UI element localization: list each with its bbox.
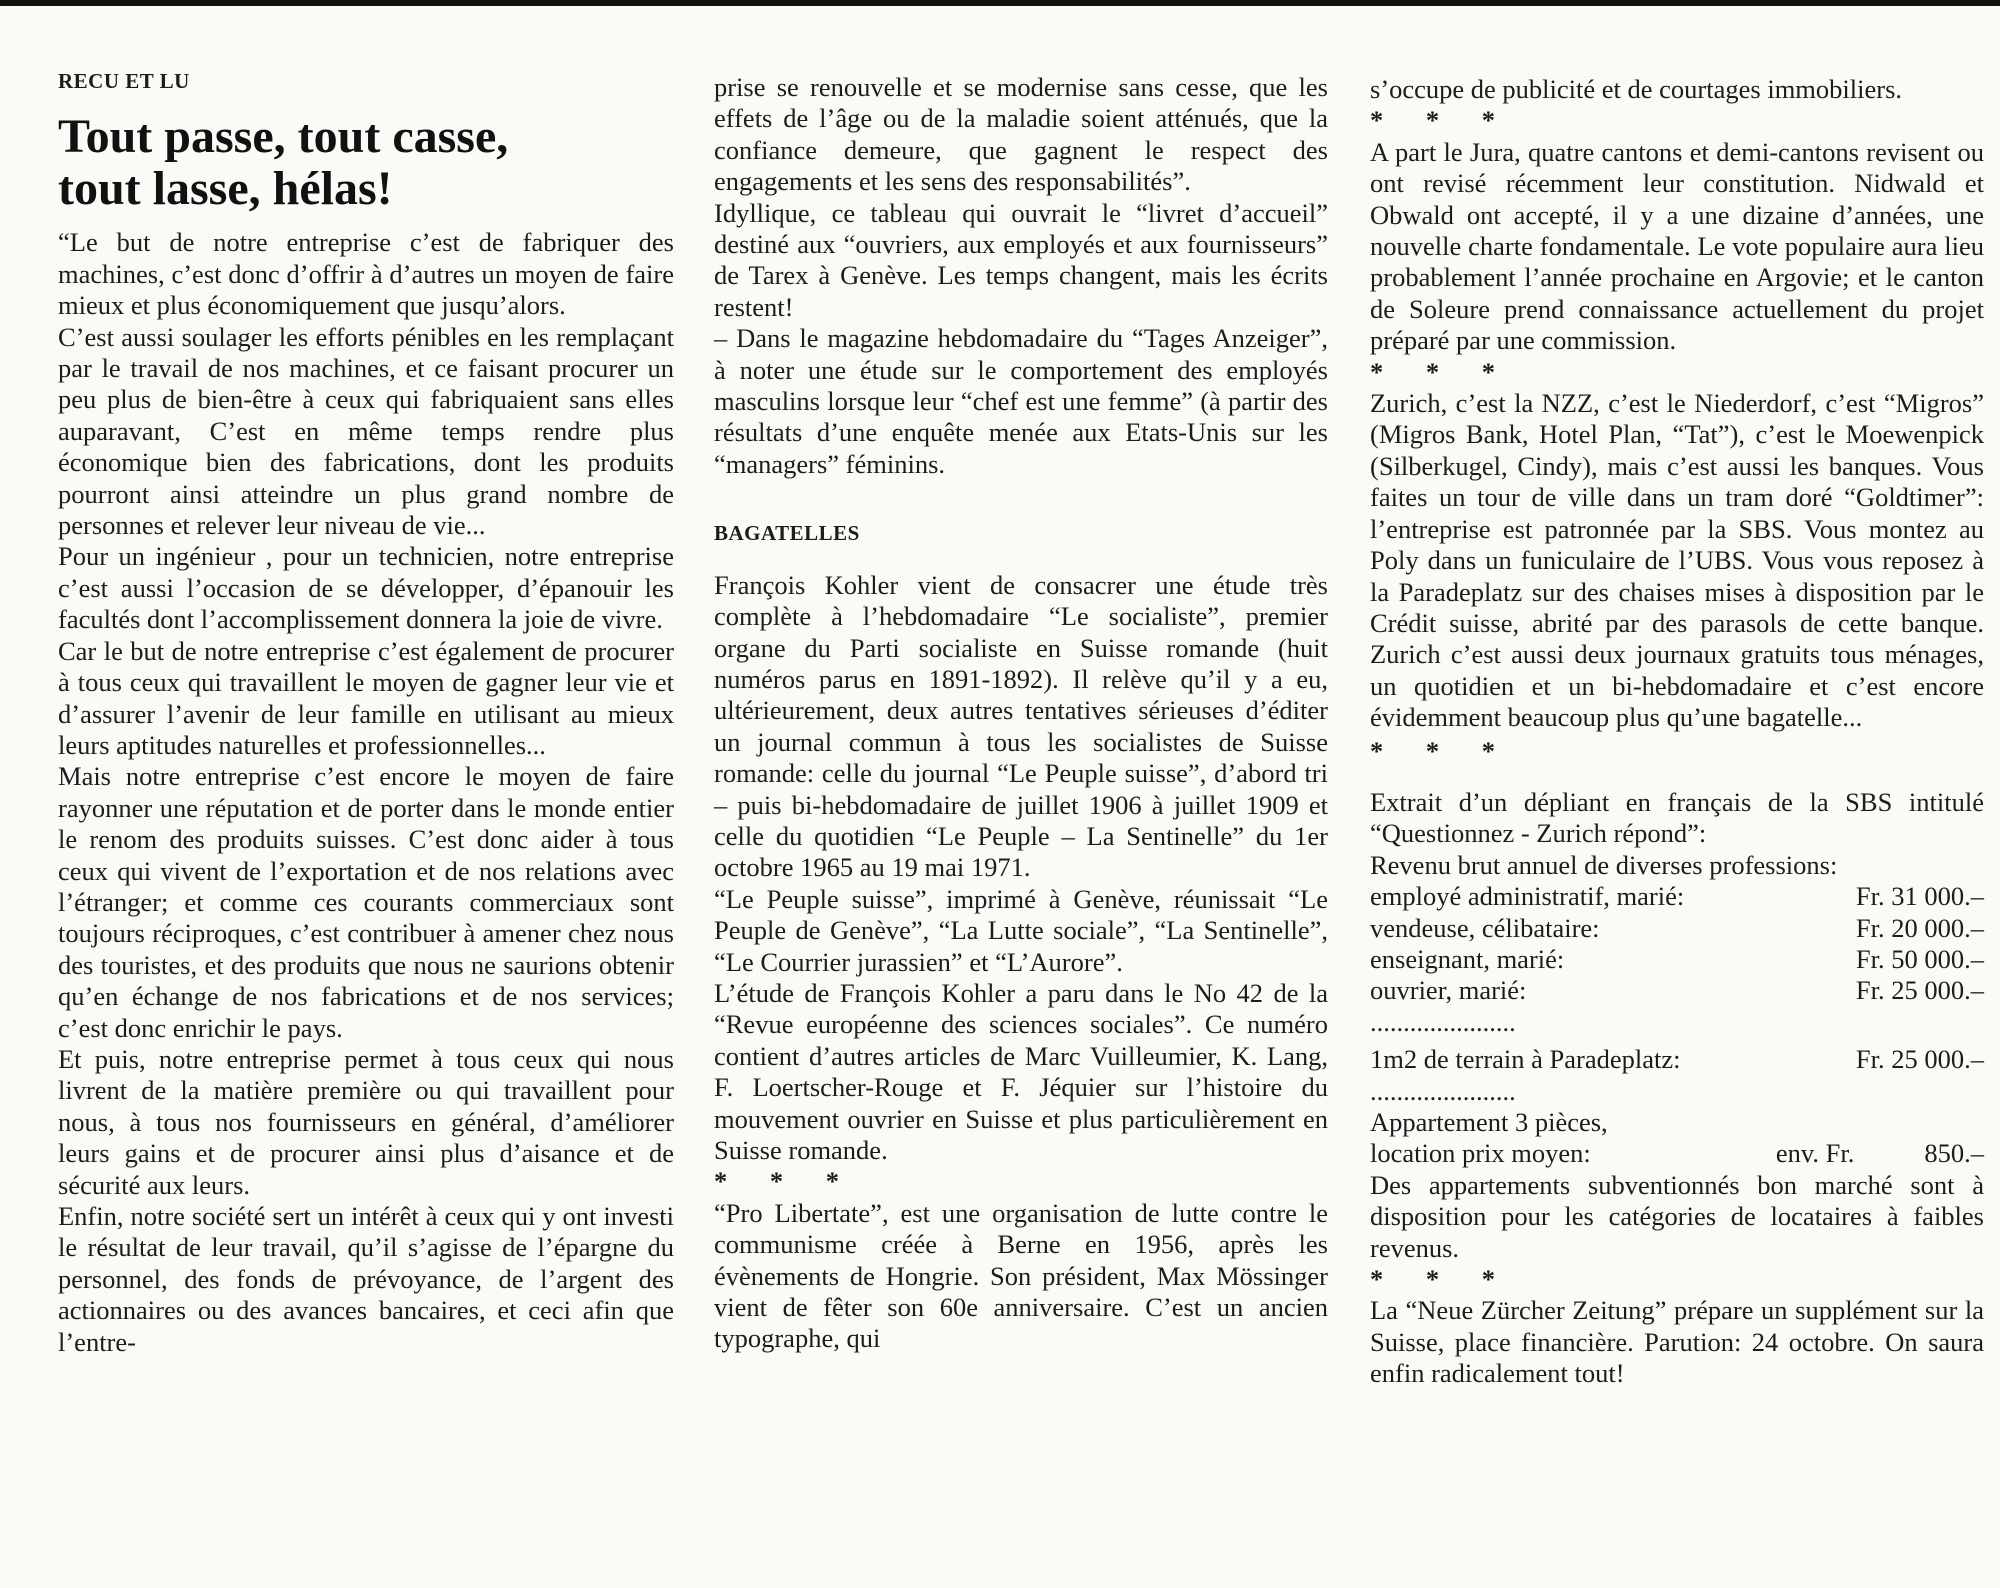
dotted-separator: ...................... xyxy=(1370,1075,1516,1106)
paragraph: “Le but de notre entreprise c’est de fabriquer des machines, c’est donc d’offrir à d’autres un moyen de faire mieux et plus économiquement que jusqu’alors. xyxy=(58,227,674,321)
salary-label: ouvrier, marié: xyxy=(1370,975,1527,1006)
paragraph: François Kohler vient de consacrer une étude très complète à l’hebdomadaire “Le socialiste”, premier organe du Parti socialiste en Suisse romande (huit numéros parus en 1891-1892). Il relève qu’il y a eu, ultérieurement, deux autres tentatives sérieuses d’éditer un journal commun à tous les socialistes de Suisse romande: celle du journal “Le Peuple suisse”, d’abord tri – puis bi-hebdomadaire de juillet 1906 à juillet 1909 et celle du quotidien “Le Peuple – La Sentinelle” du 1er octobre 1965 au 19 mai 1971. xyxy=(714,569,1328,883)
land-price-row xyxy=(1370,1044,1984,1075)
top-border-rule xyxy=(0,0,2000,6)
paragraph: Des appartements subventionnés bon marché sont à disposition pour les catégories de locataires à faibles revenus. xyxy=(1370,1169,1984,1263)
separator-stars: * * * xyxy=(1370,105,1513,136)
headline-line-2: tout lasse, hélas! xyxy=(58,162,393,216)
salary-row xyxy=(1370,975,1984,1006)
apartment-line: Appartement 3 pièces, xyxy=(1370,1107,1608,1137)
apartment-price-prefix: env. Fr. xyxy=(1775,1138,1855,1169)
salary-row xyxy=(1370,944,1984,975)
dotted-separator: ...................... xyxy=(1370,1006,1516,1037)
paragraph: prise se renouvelle et se modernise sans cesse, que les effets de l’âge ou de la maladie soient atténués, que la confiance demeure, que gagnent le respect des engagements et les sens des responsabilités”. xyxy=(714,72,1328,197)
paragraph: “Pro Libertate”, est une organisation de lutte contre le communisme créée à Berne en 1956, après les évènements de Hongrie. Son président, Max Mössinger vient de fêter son 60e anniversaire. C’est un ancien typographe, qui xyxy=(714,1197,1328,1354)
land-price-label: 1m2 de terrain à Paradeplatz: xyxy=(1370,1044,1681,1075)
paragraph: Revenu brut annuel de diverses professions: xyxy=(1370,849,1838,880)
salary-value: Fr. 50 000.– xyxy=(1855,943,1984,974)
section-kicker: RECU ET LU xyxy=(58,69,190,93)
paragraph: Car le but de notre entreprise c’est également de procurer à tous ceux qui travaillent le moyen de gagner leur vie et d’assurer l’avenir de leur famille en utilisant au mieux leurs aptitudes naturelles et professionnelles... xyxy=(58,635,674,760)
column-3 xyxy=(1370,74,1984,1390)
paragraph: La “Neue Zürcher Zeitung” prépare un supplément sur la Suisse, place financière. Parution: 24 octobre. On saura enfin radicalement tout! xyxy=(1370,1295,1984,1389)
paragraph: Mais notre entreprise c’est encore le moyen de faire rayonner une réputation et de porter dans le monde entier le renom des produits suisses. C’est donc aider à tous ceux qui vivent de l’exportation et de nos relations avec l’étranger; et comme ces courants commerciaux sont toujours réciproques, c’est contribuer à amener chez nous des touristes, et des produits que nous ne saurions obtenir qu’en échange de nos fabrications et de nos services; c’est donc enrichir le pays. xyxy=(58,761,674,1043)
paragraph: Idyllique, ce tableau qui ouvrait le “livret d’accueil” destiné aux “ouvriers, aux employés et aux fournisseurs” de Tarex à Genève. Les temps changent, mais les écrits restent! xyxy=(714,197,1328,322)
paragraph: – Dans le magazine hebdomadaire du “Tages Anzeiger”, à noter une étude sur le comportement des employés masculins lorsque leur “chef est une femme” (à partir des résultats d’une enquête menée aux Etats-Unis sur les “managers” féminins. xyxy=(714,323,1328,479)
salary-row xyxy=(1370,881,1984,912)
apartment-price-row xyxy=(1370,1138,1984,1169)
paragraph: Enfin, notre société sert un intérêt à ceux qui y ont investi le résultat de leur travail, qu’il s’agisse de l’épargne du personnel, des fonds de prévoyance, de l’argent des actionnaires ou des avances bancaires, et ceci afin que l’entre- xyxy=(58,1201,674,1357)
paragraph: Extrait d’un dépliant en français de la SBS intitulé “Questionnez - Zurich répond”: xyxy=(1370,786,1984,849)
apartment-price-label: location prix moyen: xyxy=(1370,1138,1591,1169)
paragraph: “Le Peuple suisse”, imprimé à Genève, réunissait “Le Peuple de Genève”, “La Lutte sociale”, “La Sentinelle”, “Le Courrier jurassien” et “L’Aurore”. xyxy=(714,883,1328,977)
separator-stars: * * * xyxy=(1370,735,1513,766)
column-2 xyxy=(714,72,1328,1355)
spacer xyxy=(1370,767,1984,787)
salary-label: vendeuse, célibataire: xyxy=(1370,912,1600,943)
headline-line-1: Tout passe, tout casse, xyxy=(58,110,509,164)
paragraph: L’étude de François Kohler a paru dans le No 42 de la “Revue européenne des sciences sociales”. Ce numéro contient d’autres articles de Marc Vuilleumier, K. Lang, F. Loertscher-Rouge et F. Jéquier sur l’histoire du mouvement ouvrier en Suisse et plus particulièrement en Suisse romande. xyxy=(714,977,1328,1165)
salary-value: Fr. 20 000.– xyxy=(1855,912,1984,943)
paragraph: Pour un ingénieur , pour un technicien, notre entreprise c’est aussi l’occasion de se développer, d’épanouir les facultés dont l’accomplissement donnera la joie de vivre. xyxy=(58,541,674,635)
land-price-value: Fr. 25 000.– xyxy=(1855,1044,1984,1075)
paragraph: C’est aussi soulager les efforts pénibles en les remplaçant par le travail de nos machines, et ce faisant procurer un peu plus de bien-être à ceux qui fabriquaient sans elles auparavant, C’est en même temps rendre plus économique bien des fabrications, dont les produits pourront ainsi atteindre un plus grand nombre de personnes et relever leur niveau de vie... xyxy=(58,321,674,541)
separator-stars: * * * xyxy=(714,1166,857,1197)
salary-value: Fr. 31 000.– xyxy=(1855,881,1984,912)
paragraph: A part le Jura, quatre cantons et demi-cantons revisent ou ont revisé récemment leur constitution. Nidwald et Obwald ont accepté, il y a une dizaine d’années, une nouvelle charte fondamentale. Le vote populaire aura lieu probablement l’année prochaine en Argovie; et le canton de Soleure prend connaissance actuellement du projet préparé par une commission. xyxy=(1370,136,1984,356)
paragraph: Zurich, c’est la NZZ, c’est le Niederdorf, c’est “Migros” (Migros Bank, Hotel Plan, “Tat”), c’est le Moewenpick (Silberkugel, Cindy), mais c’est aussi les banques. Vous faites un tour de ville dans un tram doré “Goldtimer”: l’entreprise est patronnée par la SBS. Vous montez au Poly dans un funiculaire de l’UBS. Vous vous reposez à la Paradeplatz sur des chaises mises à disposition par le Crédit suisse, abrité par des parasols de cette banque. Zurich c’est aussi deux journaux gratuits tous ménages, un quotidien et un bi-hebdomadaire et c’est encore évidemment beaucoup plus qu’une bagatelle... xyxy=(1370,388,1984,733)
salary-row xyxy=(1370,913,1984,944)
salary-label: enseignant, marié: xyxy=(1370,943,1565,974)
article-headline xyxy=(58,111,674,215)
apartment-price-value: 850.– xyxy=(1924,1138,1984,1169)
paragraph: s’occupe de publicité et de courtages immobiliers. xyxy=(1370,74,1903,104)
salary-value: Fr. 25 000.– xyxy=(1855,975,1984,1006)
section-label-bagatelles: BAGATELLES xyxy=(714,521,860,546)
column-1 xyxy=(58,66,674,1358)
paragraph: Et puis, notre entreprise permet à tous ceux qui nous livrent de la matière première ou qui travaillent pour nous, à tous nos fournisseurs en général, d’améliorer leurs gains et de procurer ainsi plus d’aisance et de sécurité aux leurs. xyxy=(58,1043,674,1200)
separator-stars: * * * xyxy=(1370,1264,1513,1295)
salary-label: employé administratif, marié: xyxy=(1370,881,1685,912)
separator-stars: * * * xyxy=(1370,356,1513,387)
